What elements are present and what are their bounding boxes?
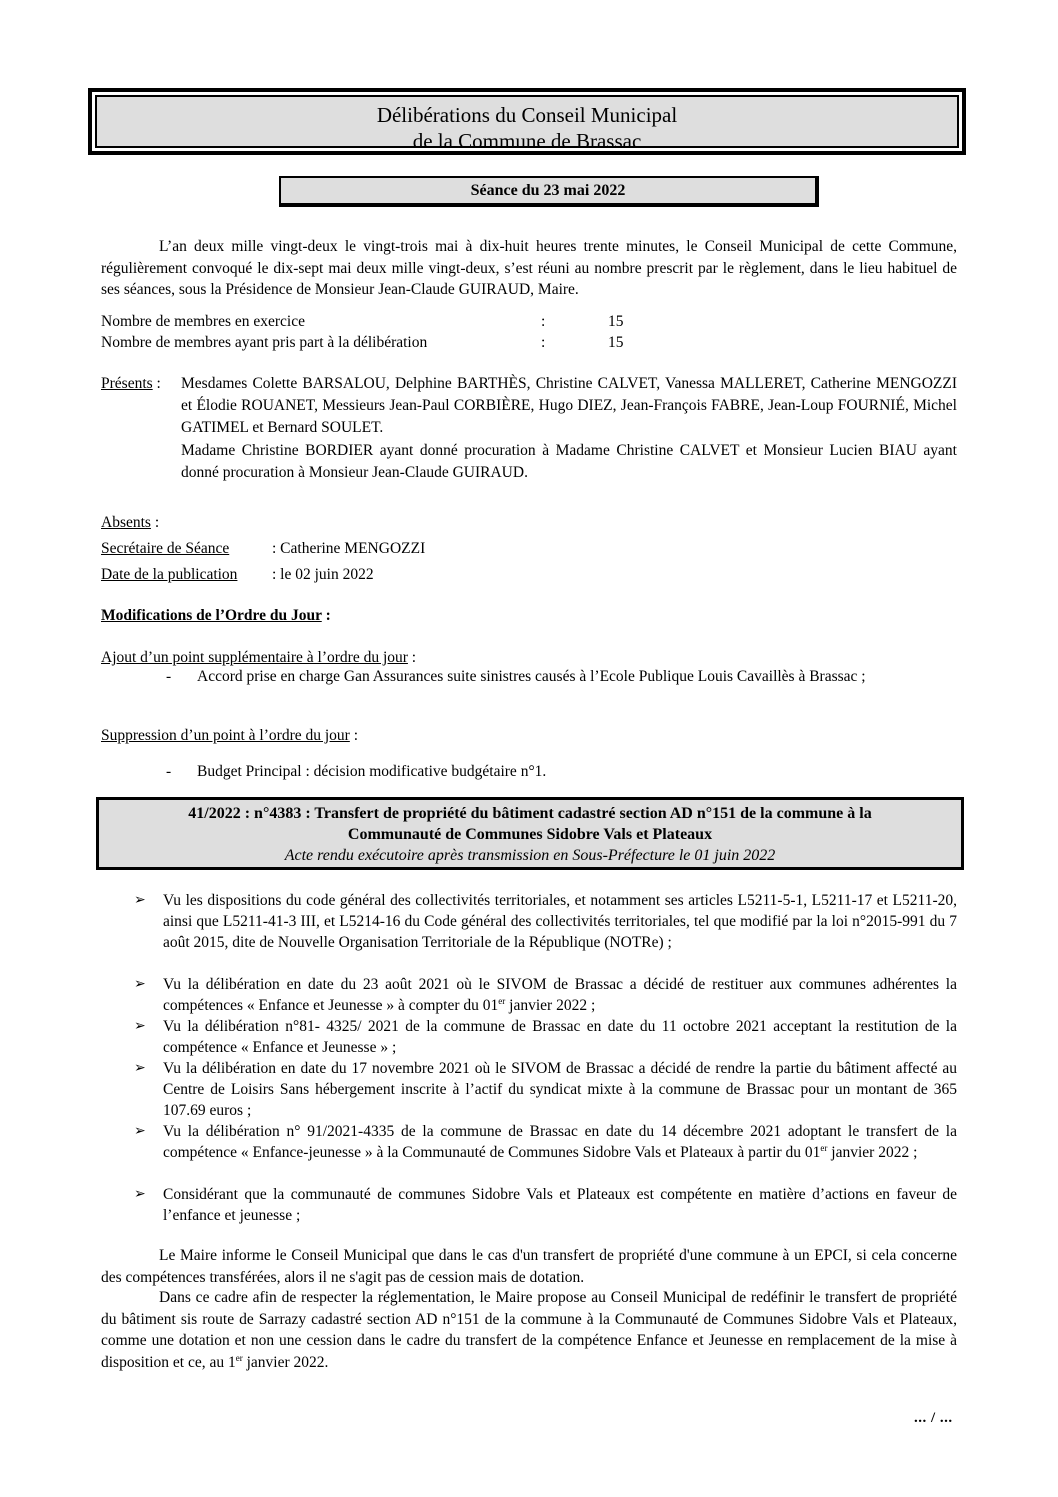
bullet-item: Vu la délibération en date du 17 novembre 2021 où le SIVOM de Brassac a décidé de rendre la partie du bâtiment affecté au Centre de Loisirs Sans hébergement inscrite à l’actif du syndicat mixte à la commune de Brassac pour un montant de 365 107.69 euros ;: [163, 1060, 957, 1119]
arrow-bullet-icon: ➢: [134, 1061, 146, 1076]
members-in-office-row: [101, 311, 661, 332]
suppression-label-text: Suppression d’un point à l’ordre du jour: [101, 727, 350, 744]
document-title-box: [88, 88, 966, 155]
bullet-text-part: Vu la délibération n° 91/2021-4335 de la commune de Brassac en date du 14 décembre 2021 adoptant le transfert de la compétence « Enfance-jeunesse » à la Communauté de Communes Sidobre Vals et Plateaux à partir du 01: [163, 1123, 957, 1161]
dash-icon: -: [166, 668, 172, 685]
members-in-office-value: 15: [608, 313, 624, 330]
deliberation-title-line2: Communauté de Communes Sidobre Vals et Plateaux: [347, 826, 713, 843]
document-title-line1: Délibérations du Conseil Municipal: [376, 103, 678, 127]
maire-info-paragraph: Le Maire informe le Conseil Municipal que dans le cas d'un transfert de propriété d'une commune à un EPCI, si cela concerne des compétences transférées, alors il ne s'agit pas de cession mais de dotation.: [101, 1247, 957, 1286]
deliberation-title-box: [96, 797, 964, 870]
secretaire-label: Secrétaire de Séance: [101, 540, 230, 557]
bullet-text-part: janvier 2022 ;: [827, 1144, 918, 1161]
proposal-text-part: Dans ce cadre afin de respecter la réglementation, le Maire propose au Conseil Municipal de redéfinir le transfert de propriété du bâtiment sis route de Sarrazy cadastré section AD n°151 de la commune à la Communauté de Communes Sidobre Vals et Plateaux, comme une dotation et non une cession dans le cadre du transfert de la compétence Enfance et Jeunesse en remplacement de la mise à disposition et ce, au 1: [101, 1289, 957, 1371]
suppression-item: Budget Principal : décision modificative budgétaire n°1.: [197, 763, 547, 780]
ajout-label-suffix: :: [407, 649, 417, 666]
modifications-heading-suffix: :: [321, 607, 331, 624]
seance-date-box: Séance du 23 mai 2022: [279, 176, 819, 207]
bullet-superscript: er: [498, 995, 506, 1006]
bullet-text-part: Vu la délibération en date du 23 août 2021 où le SIVOM de Brassac a décidé de restituer aux communes adhérentes la compétences « Enfance et Jeunesse » à compter du 01: [163, 976, 957, 1014]
members-voting-label: Nombre de membres ayant pris part à la délibération: [101, 334, 428, 351]
proposal-superscript: er: [235, 1352, 243, 1363]
absents-label: [101, 512, 159, 534]
proposal-text-part: janvier 2022.: [242, 1353, 329, 1371]
members-voting-value: 15: [608, 334, 624, 351]
modifications-heading-text: Modifications de l’Ordre du Jour: [101, 607, 322, 624]
absents-separator: :: [150, 514, 160, 531]
bullet-item: Vu les dispositions du code général des collectivités territoriales, et notamment ses articles L5211-5-1, L5211-17 et L5211-20, ainsi que L5211-41-3 III, et L5214-16 du Code général des collectivités territoriales, tel que modifié par la loi n°2015-991 du 7 août 2015, dite de Nouvelle Organisation Territoriale de la République (NOTRe) ;: [163, 892, 957, 951]
page-continuation-marker: ... / ...: [914, 1410, 953, 1426]
presents-label: [101, 373, 161, 395]
presents-label-text: Présents: [101, 375, 153, 392]
intro-paragraph: L’an deux mille vingt-deux le vingt-trois mai à dix-huit heures trente minutes, le Conseil Municipal de cette Commune, régulièrement convoqué le dix-sept mai deux mille vingt-deux, s’est réuni au nombre prescrit par le règlement, dans le lieu habituel de ses séances, sous la Présidence de Monsieur Jean-Claude GUIRAUD, Maire.: [101, 238, 957, 298]
bullet-item: [163, 1121, 957, 1163]
members-in-office-label: Nombre de membres en exercice: [101, 313, 305, 330]
bullet-item: Considérant que la communauté de communes Sidobre Vals et Plateaux est compétente en matière d’actions en faveur de l’enfance et jeunesse ;: [163, 1186, 957, 1224]
arrow-bullet-icon: ➢: [134, 1124, 146, 1139]
deliberation-title-line1: 41/2022 : n°4383 : Transfert de propriété du bâtiment cadastré section AD n°151 de la commune à la: [188, 805, 872, 822]
bullet-item: Vu la délibération n°81- 4325/ 2021 de la commune de Brassac en date du 11 octobre 2021 acceptant la restitution de la compétence « Enfance et Jeunesse » ;: [163, 1018, 957, 1056]
members-in-office-colon: :: [541, 313, 546, 330]
publication-label: Date de la publication: [101, 566, 238, 583]
members-voting-row: [101, 332, 661, 353]
presents-list: Mesdames Colette BARSALOU, Delphine BARTHÈS, Christine CALVET, Vanessa MALLERET, Catherine MENGOZZI et Élodie ROUANET, Messieurs Jean-Paul CORBIÈRE, Hugo DIEZ, Jean-François FABRE, Jean-Loup FOURNIÉ, Michel GATIMEL et Bernard SOULET.: [181, 375, 957, 436]
proxy-list: Madame Christine BORDIER ayant donné procuration à Madame Christine CALVET et Monsieur Lucien BIAU ayant donné procuration à Monsieur Jean-Claude GUIRAUD.: [181, 442, 957, 481]
bullet-text-part: janvier 2022 ;: [505, 997, 596, 1014]
maire-proposal-paragraph: [101, 1287, 957, 1373]
arrow-bullet-icon: ➢: [134, 893, 146, 908]
presents-separator: :: [152, 375, 161, 392]
publication-value: : le 02 juin 2022: [272, 566, 374, 583]
deliberation-subtitle: Acte rendu exécutoire après transmission en Sous-Préfecture le 01 juin 2022: [284, 847, 776, 864]
document-title-inner: [95, 95, 959, 153]
arrow-bullet-icon: ➢: [134, 1187, 146, 1202]
bullet-item: [163, 974, 957, 1016]
document-title-line2: de la Commune de Brassac: [412, 129, 642, 153]
suppression-label: [101, 725, 358, 747]
secretaire-value: : Catherine MENGOZZI: [272, 540, 426, 557]
dash-icon: -: [166, 763, 172, 780]
ajout-label-text: Ajout d’un point supplémentaire à l’ordre du jour: [101, 649, 408, 666]
suppression-label-suffix: :: [349, 727, 359, 744]
absents-label-text: Absents: [101, 514, 151, 531]
members-voting-colon: :: [541, 334, 546, 351]
ajout-item: Accord prise en charge Gan Assurances suite sinistres causés à l’Ecole Publique Louis Cavaillès à Brassac ;: [197, 668, 866, 685]
arrow-bullet-icon: ➢: [134, 977, 146, 992]
arrow-bullet-icon: ➢: [134, 1019, 146, 1034]
modifications-heading: [101, 605, 331, 627]
bullet-superscript: er: [820, 1142, 828, 1153]
